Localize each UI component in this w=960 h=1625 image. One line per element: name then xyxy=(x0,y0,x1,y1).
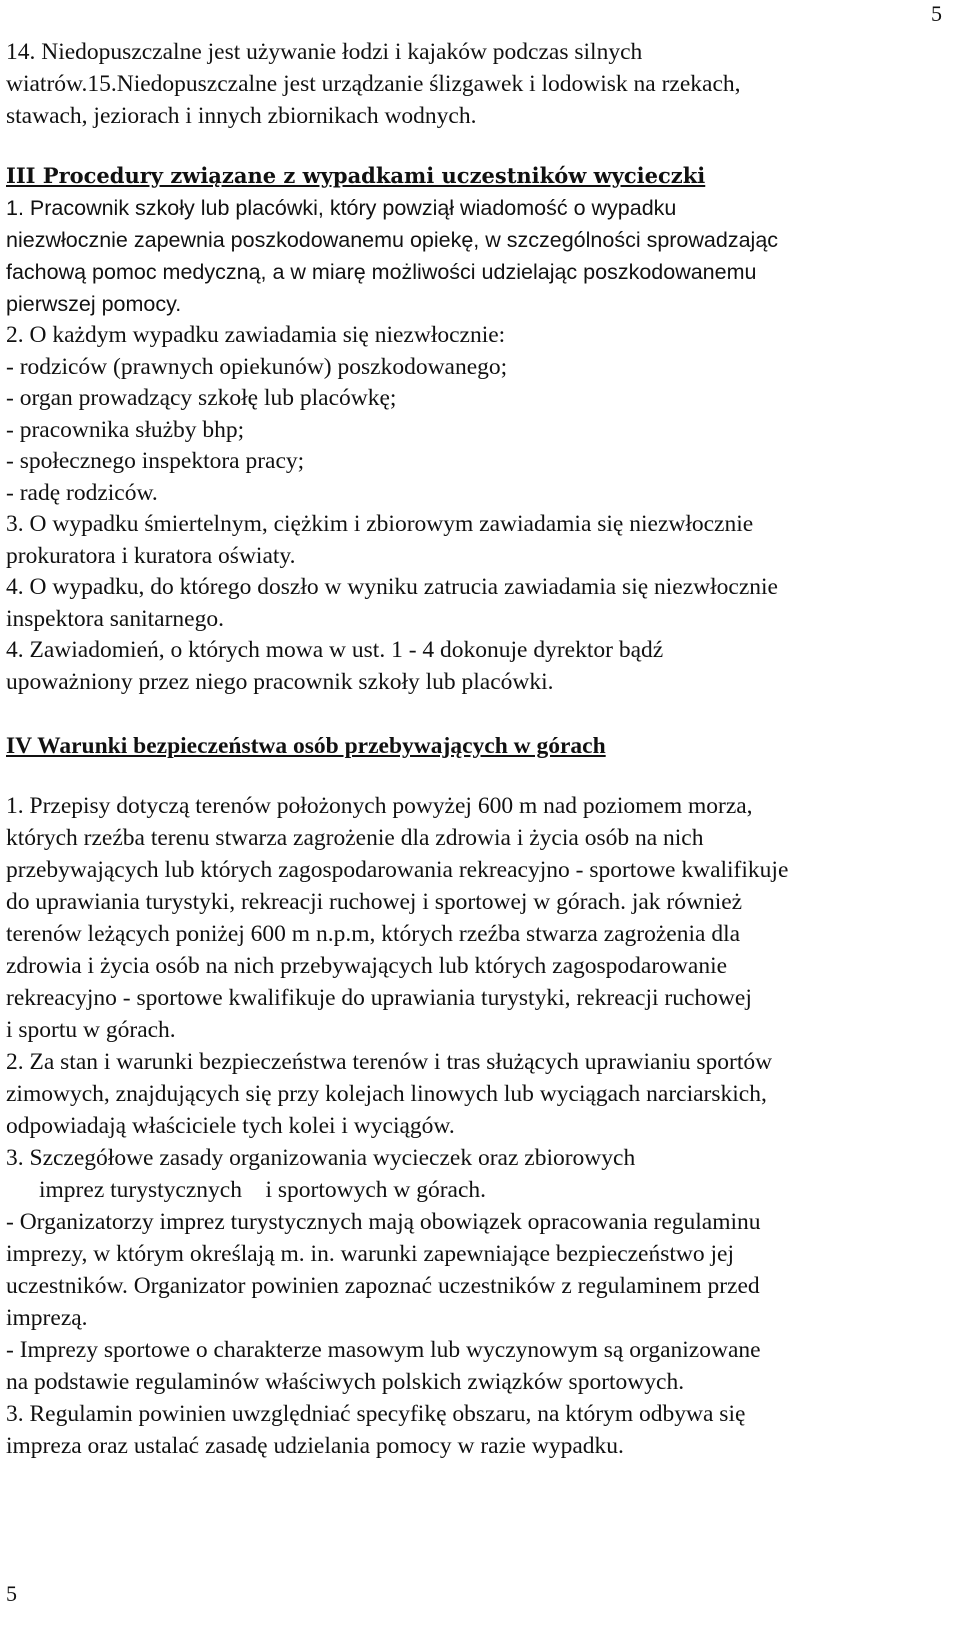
text-line: 3. Regulamin powinien uwzględniać specyfikę obszaru, na którym odbywa się xyxy=(6,1401,746,1427)
section-4-points xyxy=(6,790,936,1462)
text-line: - organ prowadzący szkołę lub placówkę; xyxy=(6,385,397,411)
text-line: upoważniony przez niego pracownik szkoły lub placówki. xyxy=(6,668,554,695)
text-line: zimowych, znajdujących się przy kolejach linowych lub wyciągach narciarskich, xyxy=(6,1081,767,1107)
section-3-points xyxy=(6,320,936,698)
text-line: niezwłocznie zapewnia poszkodowanemu opiekę, w szczególności sprowadzając xyxy=(6,228,779,252)
text-line: odpowiadają właściciele tych kolei i wyciągów. xyxy=(6,1113,455,1139)
page-number-bottom: 5 xyxy=(6,1581,17,1606)
text-line: których rzeźba terenu stwarza zagrożenie dla zdrowia i życia osób na nich xyxy=(6,825,704,851)
text-line: rekreacyjno - sportowe kwalifikuje do uprawiania turystyki, rekreacji ruchowej xyxy=(6,985,752,1011)
text-line: imprezy, w którym określają m. in. warunki zapewniające bezpieczeństwo jej xyxy=(6,1241,734,1267)
text-line: przebywających lub których zagospodarowania rekreacyjno - sportowe kwalifikuje xyxy=(6,857,789,883)
text-line: - pracownika służby bhp; xyxy=(6,416,245,443)
section-3-heading: III Procedury związane z wypadkami uczestników wycieczki xyxy=(6,163,706,188)
text-line: pierwszej pomocy. xyxy=(6,292,182,316)
document-body xyxy=(6,36,936,1462)
spacer xyxy=(6,132,936,160)
section-4-heading: IV Warunki bezpieczeństwa osób przebywających w górach xyxy=(6,733,606,759)
text-line: uczestników. Organizator powinien zapoznać uczestników z regulaminem przed xyxy=(6,1273,760,1299)
text-line: inspektora sanitarnego. xyxy=(6,605,224,632)
text-line: 14. Niedopuszczalne jest używanie łodzi i kajaków podczas silnych xyxy=(6,39,643,65)
text-line: 1. Przepisy dotyczą terenów położonych powyżej 600 m nad poziomem morza, xyxy=(6,793,753,819)
text-line-indented: imprez turystycznych i sportowych w górach. xyxy=(39,1177,487,1203)
text-line: wiatrów.15.Niedopuszczalne jest urządzanie ślizgawek i lodowisk na rzekach, xyxy=(6,71,741,97)
text-line: 2. O każdym wypadku zawiadamia się niezwłocznie: xyxy=(6,322,506,348)
text-line: 4. Zawiadomień, o których mowa w ust. 1 - 4 dokonuje dyrektor bądź xyxy=(6,637,664,663)
text-line: 3. O wypadku śmiertelnym, ciężkim i zbiorowym zawiadamia się niezwłocznie xyxy=(6,511,754,537)
text-line: zdrowia i życia osób na nich przebywających lub których zagospodarowanie xyxy=(6,953,728,979)
page-number-top: 5 xyxy=(931,1,942,26)
spacer xyxy=(6,698,936,730)
spacer xyxy=(6,762,936,790)
text-line: do uprawiania turystyki, rekreacji ruchowej i sportowej w górach. jak również xyxy=(6,889,743,915)
text-line: i sportu w górach. xyxy=(6,1017,176,1043)
text-line: imprezą. xyxy=(6,1305,88,1331)
text-line: prokuratora i kuratora oświaty. xyxy=(6,542,296,569)
text-line: 4. O wypadku, do którego doszło w wyniku zatrucia zawiadamia się niezwłocznie xyxy=(6,574,778,600)
text-line: - Imprezy sportowe o charakterze masowym lub wyczynowym są organizowane xyxy=(6,1337,761,1363)
section-3-point-1 xyxy=(6,192,936,320)
intro-paragraph xyxy=(6,36,936,132)
text-line: - Organizatorzy imprez turystycznych mają obowiązek opracowania regulaminu xyxy=(6,1209,761,1235)
text-line: fachową pomoc medyczną, a w miarę możliwości udzielając poszkodowanemu xyxy=(6,260,757,284)
text-line: - radę rodziców. xyxy=(6,479,158,506)
text-line: - społecznego inspektora pracy; xyxy=(6,448,305,474)
text-line: 2. Za stan i warunki bezpieczeństwa terenów i tras służących uprawianiu sportów xyxy=(6,1049,773,1075)
text-line: terenów leżących poniżej 600 m n.p.m, których rzeźba stwarza zagrożenia dla xyxy=(6,921,741,947)
text-line: - rodziców (prawnych opiekunów) poszkodowanego; xyxy=(6,353,508,380)
text-line: impreza oraz ustalać zasadę udzielania pomocy w razie wypadku. xyxy=(6,1433,624,1459)
text-line: na podstawie regulaminów właściwych polskich związków sportowych. xyxy=(6,1369,685,1395)
text-line: 3. Szczegółowe zasady organizowania wycieczek oraz zbiorowych xyxy=(6,1145,636,1171)
text-line: 1. Pracownik szkoły lub placówki, który powziął wiadomość o wypadku xyxy=(6,196,677,220)
text-line: stawach, jeziorach i innych zbiornikach wodnych. xyxy=(6,103,477,129)
